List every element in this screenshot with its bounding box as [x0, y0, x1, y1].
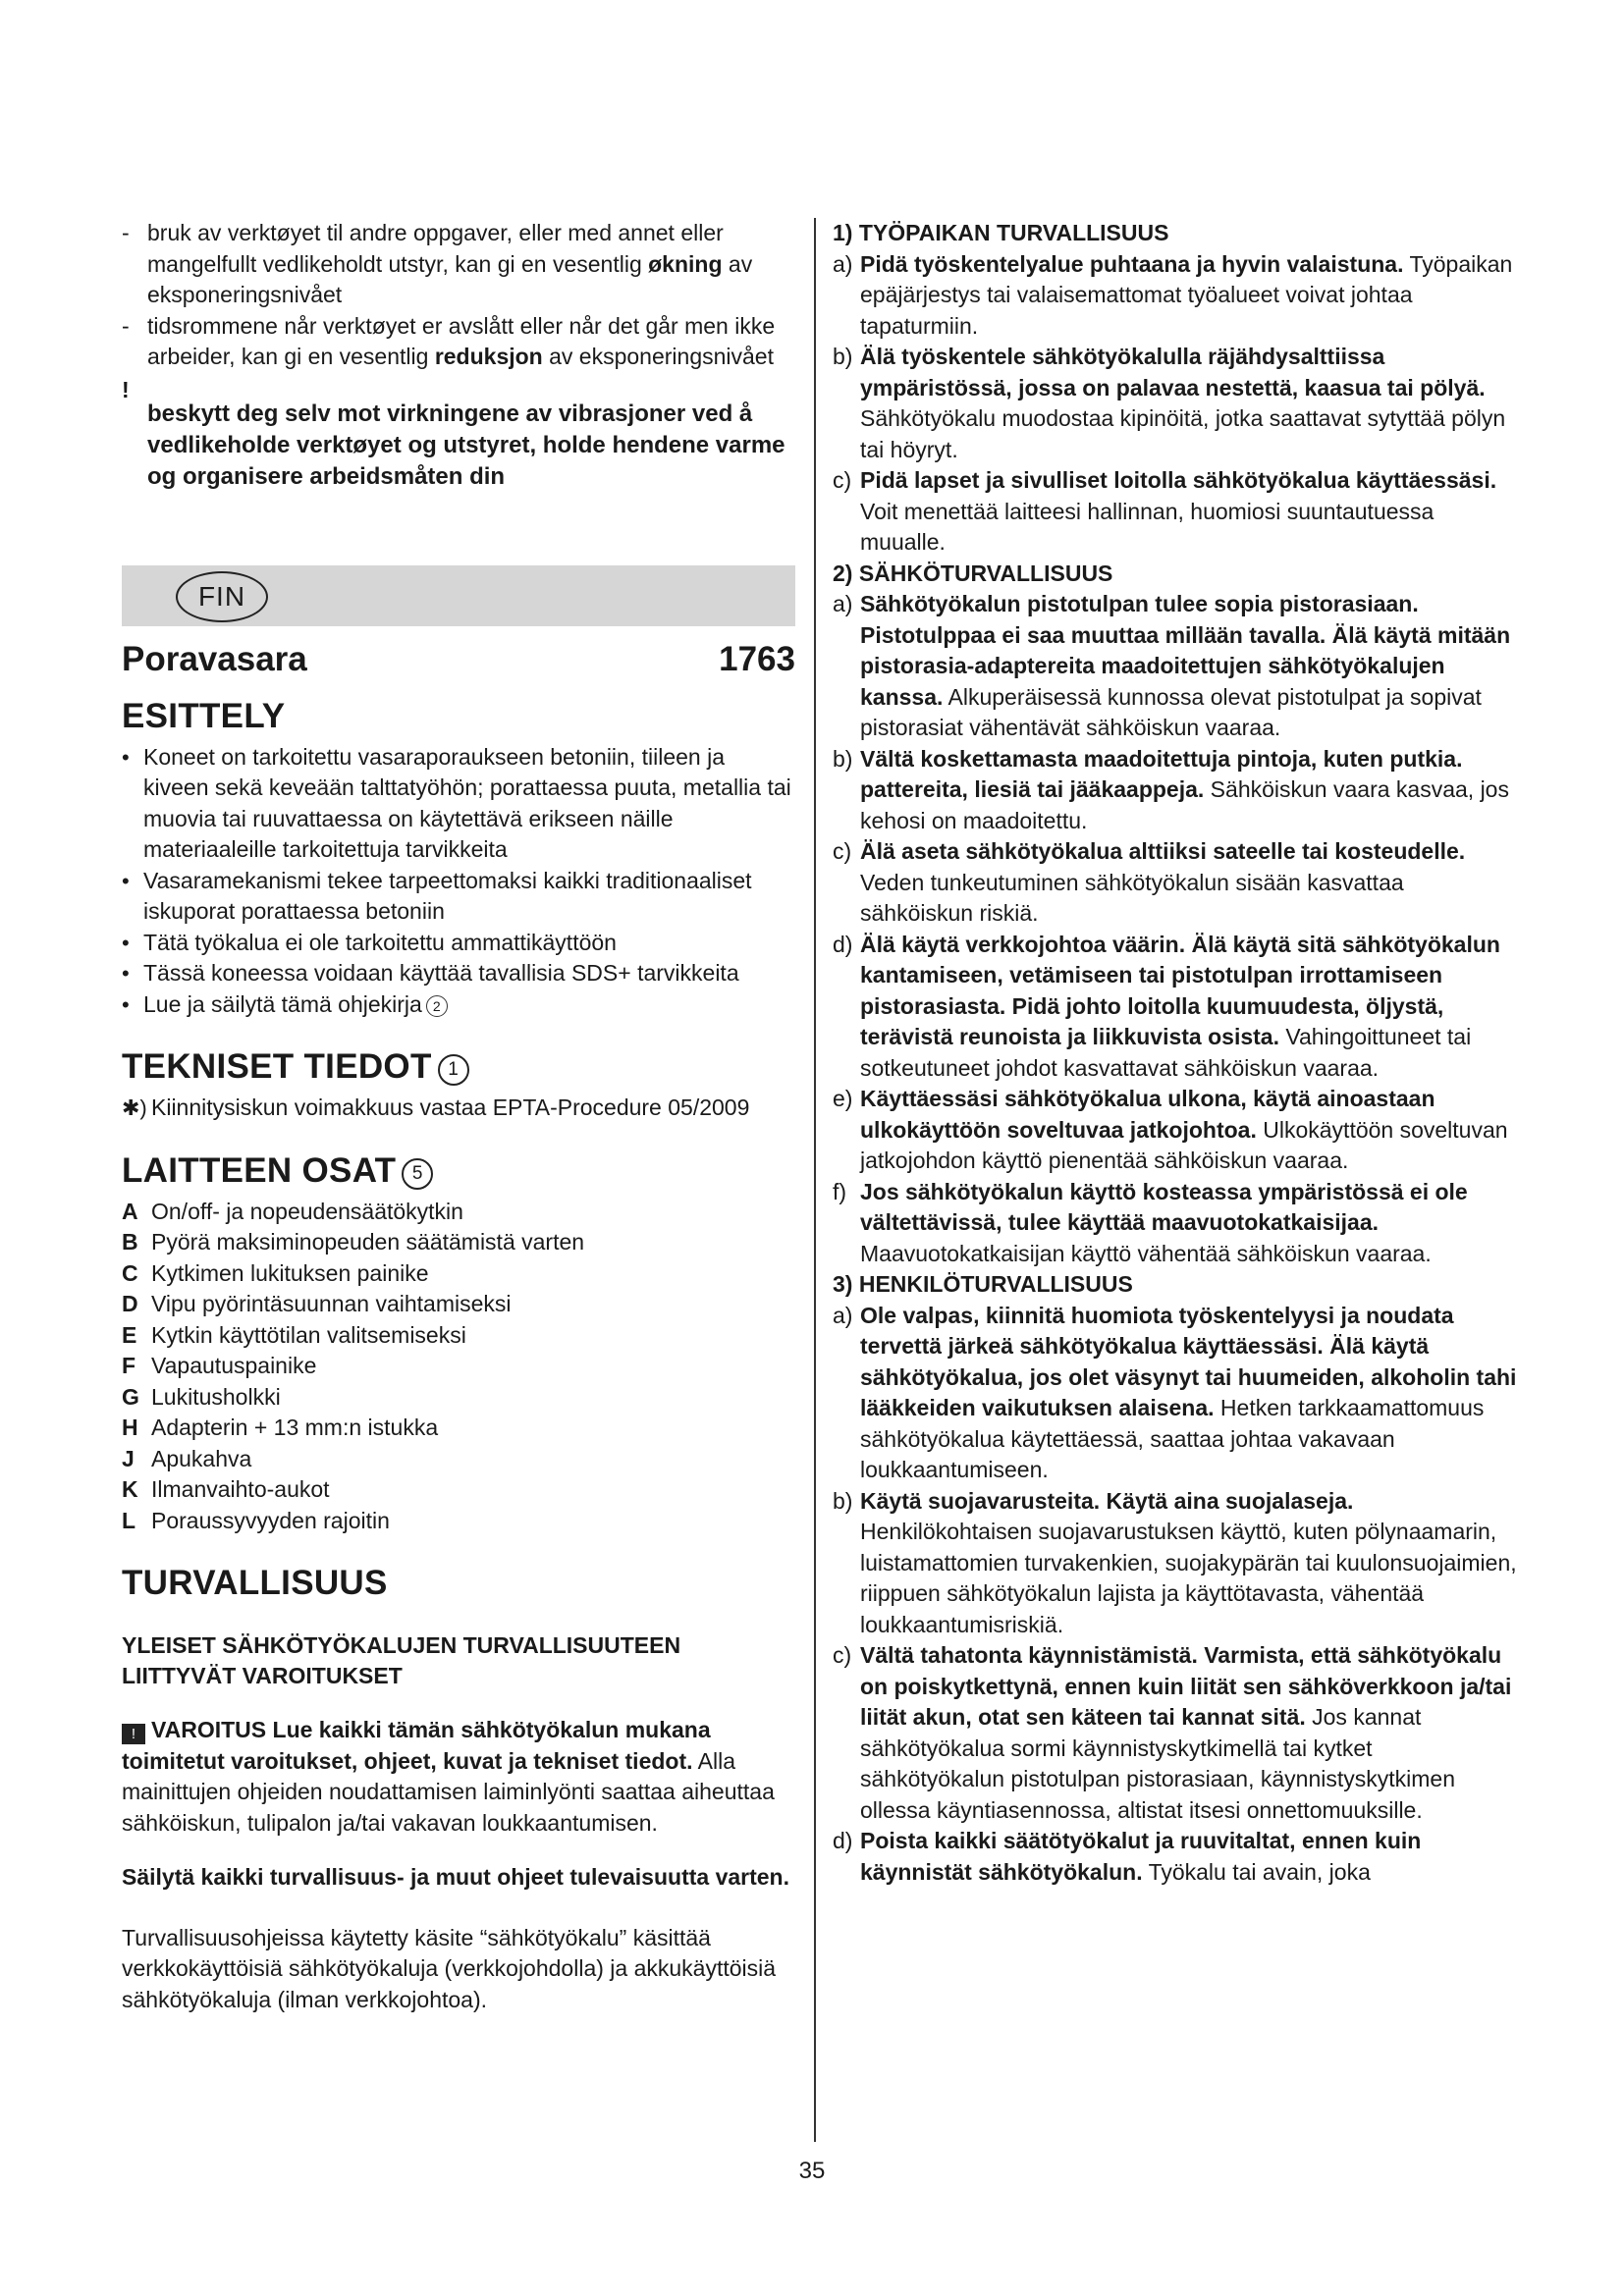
column-divider: [814, 218, 816, 2142]
list-item: • Lue ja säilytä tämä ohjekirja 2: [122, 989, 795, 1021]
safety-section: [833, 559, 1520, 1270]
asterisk-marker: ✱): [122, 1095, 147, 1120]
list-item: a) Ole valpas, kiinnitä huomiota työskentelyysi ja noudata tervettä järkeä sähkötyökalua käyttäessäsi. Älä käytä sähkötyökalua, jos olet väsynyt tai huumeiden, alkoholin tahi lääkkeiden vaikutuksen alaisena. Hetken tarkkaamattomuus sähkötyökalua käytettäessä, saattaa johtaa vakavaan loukkaantumiseen.: [833, 1302, 1517, 1482]
dash-marker: -: [122, 312, 130, 339]
tekniset-heading: TEKNISET TIEDOT 1: [122, 1047, 795, 1087]
bullet-dot: •: [122, 991, 130, 1017]
language-code-badge: FIN: [176, 571, 268, 622]
product-number: 1763: [719, 639, 795, 678]
list-item: K Ilmanvaihto-aukot: [122, 1476, 330, 1502]
dash-text: tidsrommene når verktøyet er avslått eller når det går men ikke arbeider, kan gi en vesentlig reduksjon av eksponeringsnivået: [147, 312, 776, 369]
list-item: f) Jos sähkötyökalun käyttö kosteassa ympäristössä ei ole vältettävissä, tulee käyttää maavuotokatkaisijaa. Maavuotokatkaisijan käyttö vähentää sähköiskun vaaraa.: [833, 1178, 1468, 1266]
list-item: d) Poista kaikki säätötyökalut ja ruuvitaltat, ennen kuin käynnistät sähkötyökalun. Työkalu tai avain, joka: [833, 1828, 1422, 1885]
osat-heading: LAITTEEN OSAT 5: [122, 1151, 795, 1191]
language-band: [122, 565, 795, 626]
general-warnings-subheading: YLEISET SÄHKÖTYÖKALUJEN TURVALLISUUTEEN LIITTYVÄT VAROITUKSET: [122, 1632, 681, 1688]
list-item: e) Käyttäessäsi sähkötyökalua ulkona, käytä ainoastaan ulkokäyttöön soveltuvaa jatkojohtoa. Ulkokäyttöön soveltuvan jatkojohdon käyttö pienentää sähköiskun vaaraa.: [833, 1086, 1508, 1173]
figure-ref-icon: 2: [426, 995, 448, 1017]
list-item: L Poraussyvyyden rajoitin: [122, 1507, 390, 1533]
section-title: 3) HENKILÖTURVALLISUUS: [833, 1271, 1133, 1297]
list-item: J Apukahva: [122, 1445, 252, 1471]
list-item: b) Vältä koskettamasta maadoitettuja pintoja, kuten putkia. pattereita, liesiä tai jääkaappeja. Sähköiskun vaara kasvaa, jos kehosi on maadoitettu.: [833, 745, 1509, 833]
warning-triangle-icon: !: [122, 1724, 145, 1744]
page-number: 35: [798, 2158, 826, 2184]
list-item: • Tässä koneessa voidaan käyttää tavallisia SDS+ tarvikkeita: [122, 958, 795, 989]
list-item: c) Älä aseta sähkötyökalua alttiiksi sateelle tai kosteudelle. Veden tunkeutuminen sähkötyökalun sisään kasvattaa sähköiskun riskiä.: [833, 838, 1466, 926]
bullet-dot: •: [122, 930, 130, 955]
exclamation-marker: !: [122, 376, 130, 402]
list-item: B Pyörä maksiminopeuden säätämistä varten: [122, 1229, 585, 1255]
term-definition-paragraph: Turvallisuusohjeissa käytetty käsite “sähkötyökalu” käsittää verkkokäyttöisiä sähkötyökaluja (verkkojohdolla) ja akkukäyttöisiä sähkötyökaluja (ilman verkkojohtoa).: [122, 1924, 777, 2012]
list-item: d) Älä käytä verkkojohtoa väärin. Älä käytä sitä sähkötyökalun kantamiseen, vetämiseen tai pistotulpan irrottamiseen pistorasiasta. Pidä johto loitolla kuumuudesta, öljystä, terävistä reunoista ja liikkuvista osista. Vahingoittuneet tai sotkeutuneet johdot kasvattavat sähköiskun vaaraa.: [833, 931, 1500, 1081]
figure-ref-icon: 1: [438, 1054, 469, 1086]
product-title-row: [122, 640, 795, 679]
list-item: c) Pidä lapset ja sivulliset loitolla sähkötyökalua käyttäessäsi. Voit menettää laitteesi hallinnan, huomiosi suuntautuessa muualle.: [833, 467, 1497, 555]
product-name: Poravasara: [122, 639, 307, 678]
intro-dash-item: [122, 311, 795, 373]
section-title: 1) TYÖPAIKAN TURVALLISUUS: [833, 220, 1169, 245]
esittely-heading: ESITTELY: [122, 696, 286, 735]
list-item: F Vapautuspainike: [122, 1353, 317, 1378]
list-item: • Tätä työkalua ei ole tarkoitettu ammattikäyttöön: [122, 928, 795, 959]
turvallisuus-heading: TURVALLISUUS: [122, 1564, 388, 1602]
esittely-list: [122, 742, 795, 1021]
safety-section: [833, 218, 1520, 559]
list-item: G Lukitusholkki: [122, 1383, 281, 1410]
left-column: [122, 218, 795, 2015]
section-title: 2) SÄHKÖTURVALLISUUS: [833, 560, 1113, 586]
intro-dash-item: [122, 218, 795, 311]
list-item: D Vipu pyörintäsuunnan vaihtamiseksi: [122, 1291, 512, 1316]
bullet-dot: •: [122, 961, 130, 986]
vibration-warning: [122, 375, 795, 516]
dash-marker: -: [122, 220, 130, 245]
list-item: • Koneet on tarkoitettu vasaraporaukseen betoniin, tiileen ja kiveen sekä keveään talttatyöhön; porattaessa puuta, metallia tai muovia tai ruuvattaessa on käytettävä erikseen näille materiaaleille tarkoitettuja tarvikkeita: [122, 742, 795, 866]
parts-list: [122, 1197, 795, 1537]
safety-section: [833, 1269, 1520, 1888]
list-item: b) Käytä suojavarusteita. Käytä aina suojalaseja. Henkilökohtaisen suojavarustuksen käyttö, kuten pölynaamarin, luistamattomien turvakenkien, suojakypärän tai kuulonsuojaimien, riippuen sähkötyökalun lajista ja käyttötavasta, vähentää loukkaantumisriskiä.: [833, 1487, 1517, 1637]
right-column: [833, 218, 1520, 1888]
bullet-dot: •: [122, 868, 130, 893]
list-item: A On/off- ja nopeudensäätökytkin: [122, 1198, 463, 1224]
list-item: H Adapterin + 13 mm:n istukka: [122, 1415, 439, 1440]
bullet-dot: •: [122, 744, 130, 770]
list-item: a) Pidä työskentelyalue puhtaana ja hyvin valaistuna. Työpaikan epäjärjestys tai valaisemattomat työalueet voivat johtaa tapaturmiin.: [833, 250, 1513, 339]
list-item: • Vasaramekanismi tekee tarpeettomaksi kaikki traditionaaliset iskuporat porattaessa betoniin: [122, 866, 795, 928]
figure-ref-icon: 5: [402, 1158, 433, 1190]
list-item: c) Vältä tahatonta käynnistämistä. Varmista, että sähkötyökalu on poiskytkettynä, ennen kuin liität sen sähköverkkoon ja/tai liität akun, otat sen käteen tai kannat sitä. Jos kannat sähkötyökalua sormi käynnistyskytkimellä tai kytket sähkötyökalun pistotulpan pistorasiaan, käynnistyskytkimen ollessa käyntiasennossa, altistat itsesi onnettomuuksille.: [833, 1642, 1512, 1823]
dash-text: bruk av verktøyet til andre oppgaver, eller med annet eller mangelfullt vedlikeholdt utstyr, kan gi en vesentlig økning av eksponeringsnivået: [147, 220, 753, 307]
keep-instructions-paragraph: Säilytä kaikki turvallisuus- ja muut ohjeet tulevaisuutta varten.: [122, 1864, 789, 1890]
vibration-warning-text: beskytt deg selv mot virkningene av vibrasjoner ved å vedlikeholde verktøyet og utstyret, holde hendene varme og organisere arbeidsmåten din: [147, 400, 785, 490]
list-item: b) Älä työskentele sähkötyökalulla räjähdysalttiissa ympäristössä, jossa on palavaa nestettä, kaasua tai pölyä. Sähkötyökalu muodostaa kipinöitä, jotka saattavat sytyttää pölyn tai höyryt.: [833, 344, 1506, 462]
list-item: E Kytkin käyttötilan valitsemiseksi: [122, 1321, 466, 1348]
tekniset-note: ✱) Kiinnitysiskun voimakkuus vastaa EPTA-Procedure 05/2009: [122, 1093, 795, 1124]
warning-paragraph: ! VAROITUS Lue kaikki tämän sähkötyökalun mukana toimitetut varoitukset, ohjeet, kuvat ja tekniset tiedot. Alla mainittujen ohjeiden noudattamisen laiminlyönti saattaa aiheuttaa sähköiskun, tulipalon ja/tai vakavan loukkaantumisen.: [122, 1717, 775, 1836]
list-item: a) Sähkötyökalun pistotulpan tulee sopia pistorasiaan. Pistotulppaa ei saa muuttaa millään tavalla. Älä käytä mitään pistorasia-adaptereita maadoitettujen sähkötyökalujen kanssa. Alkuperäisessä kunnossa olevat pistotulpat ja sopivat pistorasiat vähentävät sähköiskun vaaraa.: [833, 591, 1511, 740]
list-item: C Kytkimen lukituksen painike: [122, 1259, 429, 1286]
